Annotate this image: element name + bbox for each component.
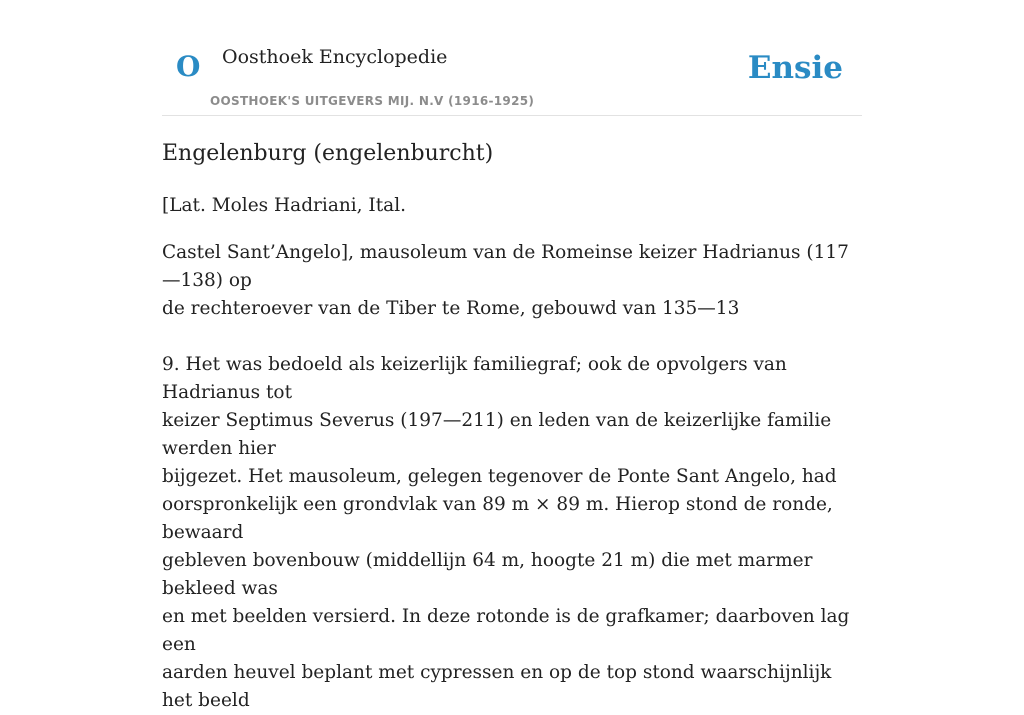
publisher-subtitle: OOSTHOEK'S UITGEVERS MIJ. N.V (1916-1925) [210,94,535,108]
logo-letter[interactable]: O [176,50,201,83]
article-paragraph: [Lat. Moles Hadriani, Ital. [162,195,407,216]
article-title: Engelenburg (engelenburcht) [162,141,494,166]
site-header [162,40,862,116]
article-paragraph: 9. Het was bedoeld als keizerlijk familiegraf; ook de opvolgers van Hadrianus tot keizer Septimus Severus (197—211) en leden van de keizerlijke familie werden hier bijgezet. Het mausoleum, gelegen tegenover de Ponte Sant Angelo, had oorspronkelijk een grondvlak van 89 m × 89 m. Hierop stond de ronde, bewaard gebleven bovenbouw (middellijn 64 m, hoogte 21 m) die met marmer bekleed was en met beelden versierd. In deze rotonde is de grafkamer; daarboven lag een aarden heuvel beplant met cypressen en op de top stond waarschijnlijk het beeld [162,354,850,711]
encyclopedia-title[interactable]: Oosthoek Encyclopedie [222,46,448,68]
article [162,138,862,715]
brand-logo[interactable]: Ensie [747,50,843,86]
article-paragraph: Castel Sant’Angelo], mausoleum van de Romeinse keizer Hadrianus (117—138) op de rechteroever van de Tiber te Rome, gebouwd van 135—13 [162,242,849,319]
